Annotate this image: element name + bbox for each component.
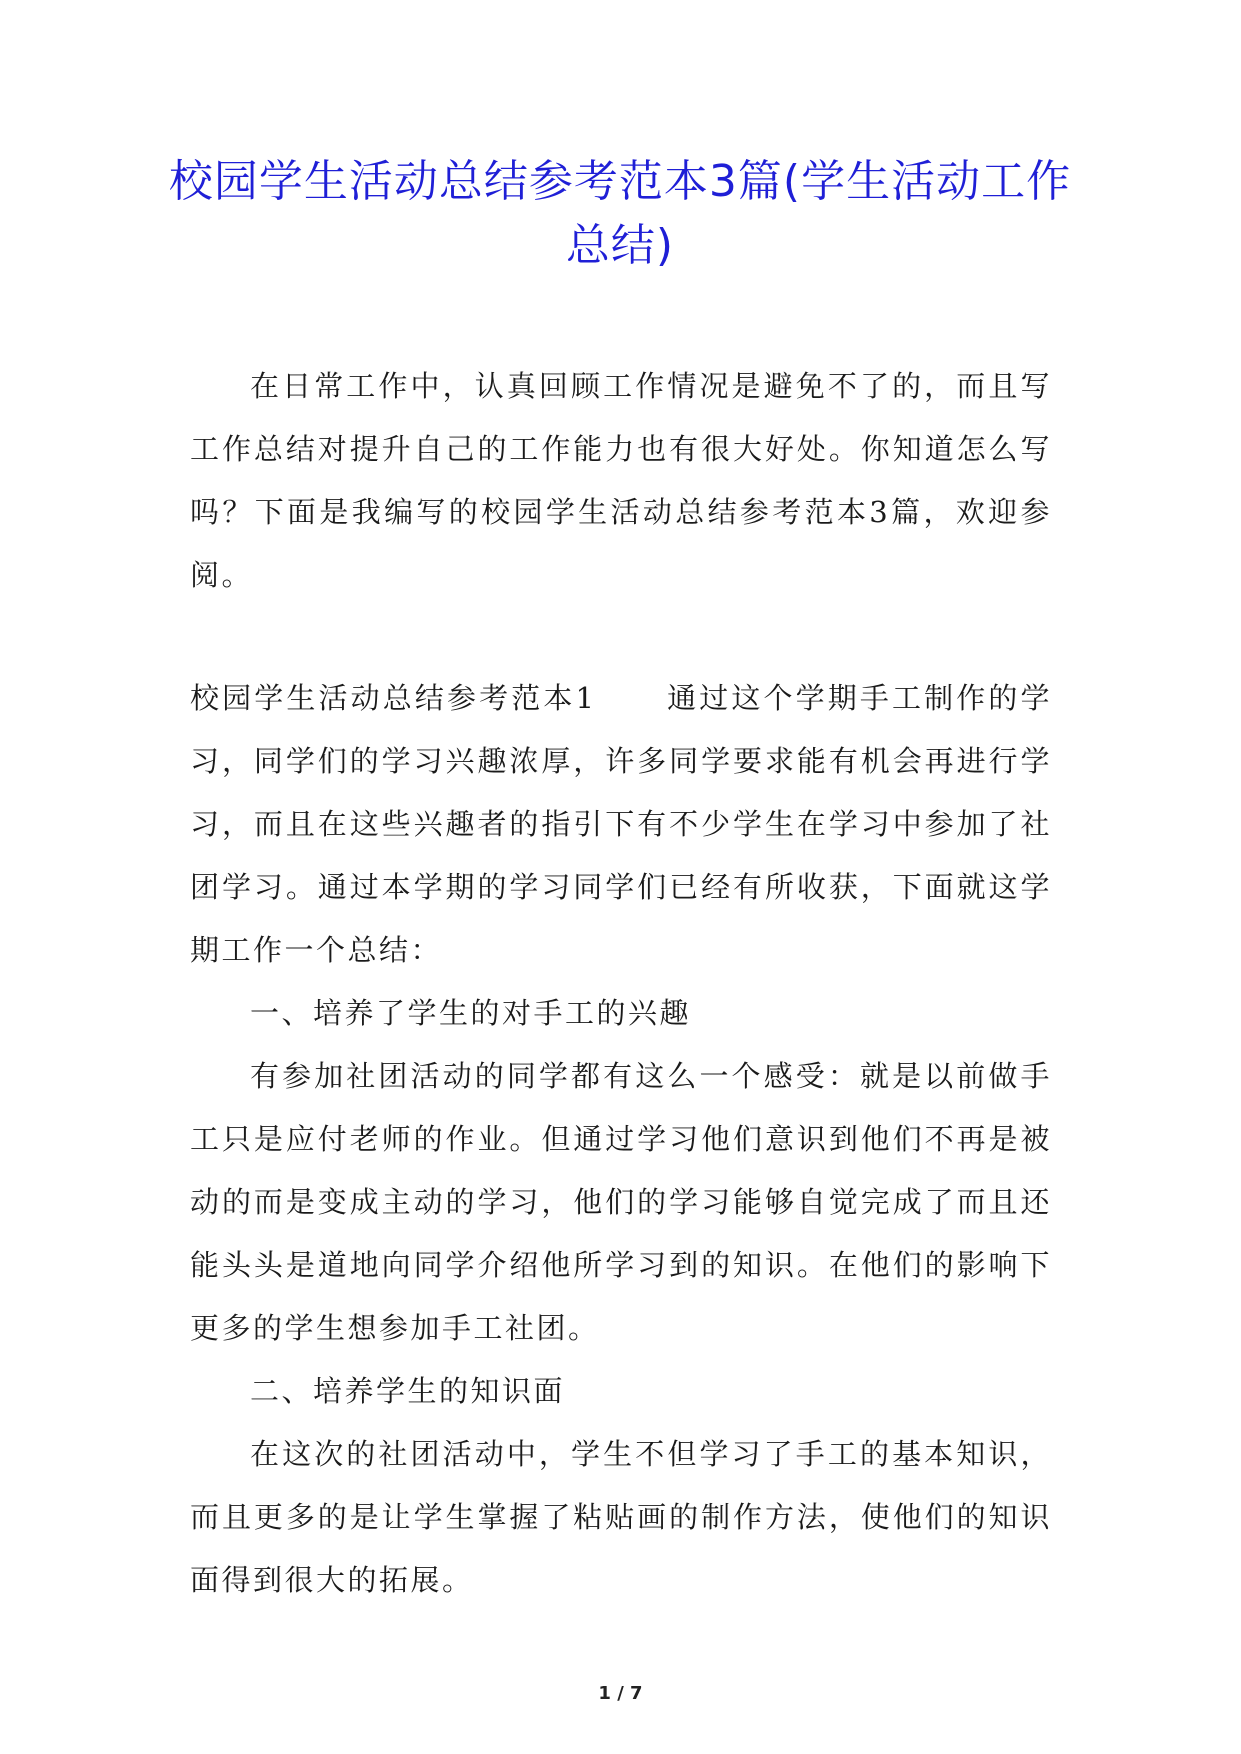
sample-1-paragraph — [190, 667, 1052, 982]
section-2-body: 在这次的社团活动中，学生不但学习了手工的基本知识，而且更多的是让学生掌握了粘贴画的制作方法，使他们的知识面得到很大的拓展。 — [190, 1437, 1052, 1597]
page-number: 1 / 7 — [598, 1683, 643, 1704]
intro-paragraph: 在日常工作中，认真回顾工作情况是避免不了的，而且写工作总结对提升自己的工作能力也有很大好处。你知道怎么写吗？下面是我编写的校园学生活动总结参考范本3篇，欢迎参阅。 — [190, 369, 1052, 592]
section-1-title: 一、培养了学生的对手工的兴趣 — [250, 996, 692, 1030]
section-2-title: 二、培养学生的知识面 — [250, 1374, 566, 1408]
sample-1-heading: 校园学生活动总结参考范本1 — [190, 681, 597, 715]
section-1-body: 有参加社团活动的同学都有这么一个感受：就是以前做手工只是应付老师的作业。但通过学习他们意识到他们不再是被动的而是变成主动的学习，他们的学习能够自觉完成了而且还能头头是道地向同学介绍他所学习到的知识。在他们的影响下更多的学生想参加手工社团。 — [190, 1059, 1052, 1345]
sample-1-opening: 通过这个学期手工制作的学习，同学们的学习兴趣浓厚，许多同学要求能有机会再进行学习，而且在这些兴趣者的指引下有不少学生在学习中参加了社团学习。通过本学期的学习同学们已经有所收获，下面就这学期工作一个总结： — [190, 681, 1052, 967]
document-body — [190, 355, 1052, 1612]
document-title: 校园学生活动总结参考范本3篇(学生活动工作总结) — [168, 156, 1072, 271]
